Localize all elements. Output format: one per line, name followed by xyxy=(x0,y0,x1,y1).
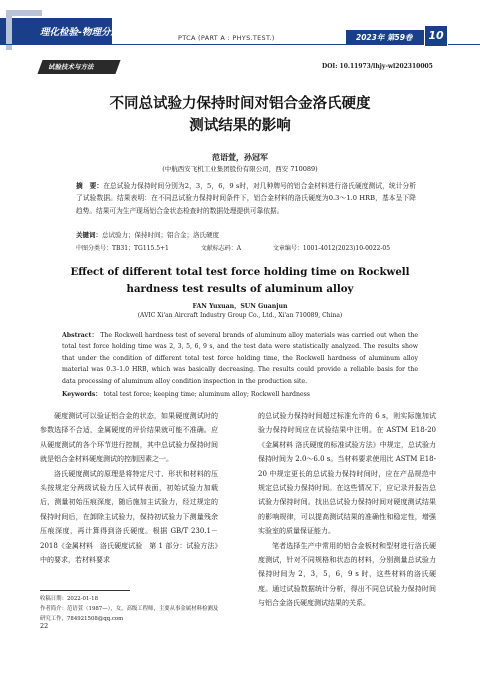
body-paragraph: 的总试验力保持时间超过标准允许的 6 s，则实际施加试验力保持时间应在试验结果中注明。在 ASTM E18-20《金属材料 洛氏硬度的标准试验方法》中规定，总试验力保持时间为 2.0～6.0 s。当材料要求使用比 ASTM E18-20 中规定更长的总试验力保持时间时，应在产品规范中规定总试验力保持时间。在这些情况下，应记录并报告总试验力保持时间。找出总试验力保持时间对硬度测试结果的影响规律，可以提高测试结果的准确性和稳定性，增强实验室的质量保证能力。 xyxy=(258,412,436,536)
keywords-en-label: Keywords： xyxy=(62,391,102,398)
keywords-en xyxy=(62,389,418,398)
affiliation-en: (AVIC Xi'an Aircraft Industry Group Co., Ltd., Xi'an 710089, China) xyxy=(137,312,343,319)
abstract-cn-text: 在总试验力保持时间分别为2，3，5，6，9 s时，对几种牌号的铝合金材料进行洛氏硬度测试，统计分析了试验数据。结果表明：在不同总试验力保持时间条件下，铝合金材料的洛氏硬度为0.3～1.0 HRB，基本呈下降趋势。结果可为生产现场铝合金状态检查时的数据处理提供可靠依据。 xyxy=(76,182,417,215)
body-column-right xyxy=(258,409,436,611)
received-date: 收稿日期：2022-01-18 xyxy=(40,596,99,602)
title-en-line-2: hardness test results of aluminum alloy xyxy=(126,283,354,295)
authors-en: FAN Yuxuan，SUN Guanjun xyxy=(192,303,288,310)
issue-label: 2023年 第59卷 xyxy=(356,33,413,42)
document-code: 文献标志码：A xyxy=(200,245,242,252)
doi: DOI: 10.11973/lhjy-wl202310005 xyxy=(322,63,433,70)
affiliation-cn: (中航西安飞机工业集团股份有限公司，西安 710089) xyxy=(162,165,318,173)
header-rule xyxy=(0,44,480,45)
body-paragraph: 硬度测试可以验证铝合金的状态，如果硬度测试时的参数选择不合适，金属硬度的评价结果就可能不准确。应从硬度测试的各个环节进行控制，其中总试验力保持时间就是铝合金材料硬度测试的控制因素之一。 xyxy=(40,412,218,464)
keywords-cn xyxy=(76,230,416,239)
class-number: 中图分类号：TB31；TG115.5+1 xyxy=(76,245,169,252)
journal-logo-text: 理化检验-物理分册 xyxy=(40,27,120,38)
title-cn-line-1: 不同总试验力保持时间对铝合金洛氏硬度 xyxy=(109,96,371,112)
keywords-cn-text: 总试验力；保持时间；铝合金；洛氏硬度 xyxy=(102,231,219,239)
section-label: 试验技术与方法 xyxy=(48,63,94,71)
abstract-en-label: Abstract： xyxy=(62,332,99,339)
footnote xyxy=(40,594,220,624)
body-column-left xyxy=(40,409,218,567)
keywords-cn-label: 关键词： xyxy=(76,231,102,239)
abstract-cn-label: 摘 要： xyxy=(76,182,104,190)
issue-number-badge: 10 xyxy=(424,25,448,47)
abstract-cn xyxy=(76,180,416,217)
footnote-rule xyxy=(40,590,130,591)
keywords-en-text: total test force; keeping time; aluminum alloy; Rockwell hardness xyxy=(103,391,310,398)
running-head: PTCA (PART A : PHYS.TEST.) xyxy=(178,34,275,42)
classification-line xyxy=(76,243,436,252)
abstract-en-text: The Rockwell hardness test of several brands of aluminum alloy materials was carried out when the total test force holding time was 2, 3, 5, 6, 9 s, and the test data were statistically analyzed. The results show that under the condition of different total test force holding time, the Rockwell hardness of aluminum alloy material was 0.3–1.0 HRB, which was basically decreasing. The results could provide a reliable basis for the data processing of aluminum alloy condition inspection in the production site. xyxy=(62,332,418,385)
body-paragraph: 洛氏硬度测试的原理是将特定尺寸、形状和材料的压头按规定分两级试验力压入试样表面，初始试验力加载后，测量初始压痕深度，随后施加主试验力，经过规定的保持时间后，在卸除主试验力，保持初试验力下测量残余压痕深度，再计算得到洛氏硬度。根据 GB/T 230.1－2018《金属材料 洛氏硬度试验 第 1 部分：试验方法》中的要求，若材料要求 xyxy=(40,469,218,565)
abstract-en xyxy=(62,330,418,387)
page-number: 22 xyxy=(40,622,49,630)
article-number: 文章编号：1001-4012(2023)10-0022-05 xyxy=(272,245,391,252)
body-paragraph: 笔者选择生产中常用的铝合金板材和型材进行洛氏硬度测试，针对不同规格和状态的材料，分别测量总试验力保持时间为 2，3，5，6，9 s 时，这些材料的洛氏硬度。通过试验数据统计分析，得出不同总试验力保持时间与铝合金洛氏硬度测试结果的关系。 xyxy=(258,541,436,608)
title-cn-line-2: 测试结果的影响 xyxy=(189,118,291,134)
authors-cn: 范语萱，孙冠军 xyxy=(212,152,268,162)
title-en-line-1: Effect of different total test force holding time on Rockwell xyxy=(70,266,410,278)
author-bio: 作者简介：范语萱（1987—），女，高级工程师，主要从事金属材料检测及研究工作，784921508@qq.com xyxy=(40,606,219,622)
